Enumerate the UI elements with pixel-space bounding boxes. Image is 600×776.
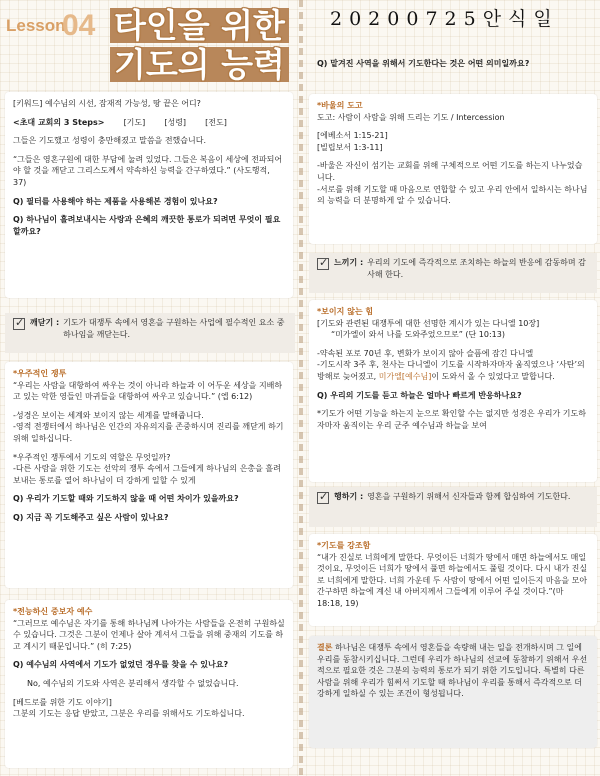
story-title: [베드로를 위한 기도 이야기] (13, 697, 112, 707)
steps-label: <초대 교회의 3 Steps> (13, 117, 105, 127)
question: Q) 우리가 기도할 때와 기도하지 않을 때 어떤 차이가 있을까요? (13, 494, 239, 504)
band-label: 느끼기 : (334, 258, 364, 267)
point-text: -기도시작 3주 후, 천사는 다니엘이 기도를 시작하자마자 움직였으나 ‘사탄’의 방해로 늦어졌고, (317, 360, 585, 381)
step-spirit: [성령] (164, 117, 187, 127)
question: Q) 우리의 기도를 듣고 하늘은 얼마나 빠르게 반응하나요? (317, 390, 522, 400)
role-question: *우주적인 쟁투에서 기도의 역할은 무엇일까? (13, 452, 171, 462)
band-text: 우리의 기도에 즉각적으로 조치하는 하늘의 반응에 감동하며 감사해 한다. (367, 258, 586, 279)
invisible-power-card (309, 300, 597, 482)
point-text: 이 도와서 올 수 있었다고 말합니다. (431, 371, 555, 381)
lesson-label: Lesson (6, 16, 66, 35)
section-title: *우주적인 쟁투 (13, 369, 67, 378)
steps-row (13, 117, 285, 129)
question: Q) 하나님이 흘려보내시는 사랑과 은혜의 깨끗한 통로가 되려면 무엇이 필요할까요? (13, 215, 281, 236)
question: Q) 지금 꼭 기도해주고 싶은 사람이 있나요? (13, 512, 169, 522)
title-line-2: 기도의 능력 (110, 47, 289, 82)
quote: “우리는 사람을 대항하여 싸우는 것이 아니라 하늘과 이 어두운 세상을 지배하고 있는 악한 영들인 마귀들을 대항하여 싸우고 있습니다.” (엡 6:12) (13, 380, 283, 402)
conclusion-card (309, 636, 597, 748)
feel-band (309, 253, 597, 293)
handwritten-date: 20200725안식일 (330, 8, 559, 30)
conclusion-text (317, 642, 589, 700)
quote: “그러므로 예수님은 자기를 통해 하나님께 나아가는 사람들을 온전히 구원하실 수 있습니다. 그것은 그분이 언제나 살아 계셔서 그들을 위해 중재의 기도를 하고 계시기 때문입니다.” (히 7:25) (13, 618, 285, 651)
step-evangelism: [전도] (205, 117, 227, 127)
top-question-card (309, 52, 597, 86)
act-band (309, 487, 597, 527)
section-title: *전능하신 중보자 예수 (13, 607, 93, 616)
scripture-ref: [빌립보서 1:3-11] (317, 142, 383, 152)
section-title: *보이지 않는 힘 (317, 307, 374, 316)
band-label: 행하기 : (334, 492, 364, 501)
intro-card (5, 92, 293, 298)
section-title: *기도를 강조함 (317, 541, 371, 550)
emphasis-card (309, 534, 597, 626)
highlight-text: 미가엘[예수님] (378, 371, 432, 381)
summary: 그들은 기도했고 성령이 충만해졌고 말씀을 전했습니다. (13, 136, 206, 146)
story-text: 그분의 기도는 응답 받았고, 그분은 우리를 위해서도 기도하십니다. (13, 709, 245, 719)
paul-card (309, 94, 597, 244)
checkbox-icon (317, 258, 329, 270)
checkbox-icon (13, 318, 25, 330)
quote: “내가 진실로 너희에게 말한다. 무엇이든 너희가 땅에서 매면 하늘에서도 매일 것이요, 무엇이든 너희가 땅에서 풀면 하늘에서도 풀릴 것이다. 다시 내가 진실로 너희에게 말한다. 너희 가운데 두 사람이 땅에서 어떤 일이든지 마음을 모아 간구하면 하늘에 계신 내 아버지께서 그들에게 이루어 주실 것이다.”(마 18:18, 19) (317, 552, 588, 608)
point (317, 359, 589, 382)
answer: No, 예수님의 기도와 사역은 분리해서 생각할 수 없었습니다. (27, 678, 239, 688)
lesson-number: 04 (62, 9, 96, 42)
mediator-card (5, 600, 293, 768)
answer: *기도가 어떤 기능을 하는지 눈으로 확인할 수는 없지만 성경은 우리가 기도하자마자 움직이는 우리 군주 예수님과 하늘을 보여 (317, 409, 586, 430)
question: Q) 맡겨진 사역을 위해서 기도한다는 것은 어떤 의미일까요? (317, 59, 530, 68)
conclusion-label: 결론 (317, 643, 333, 652)
quote: “그들은 영혼구원에 대한 부담에 눌려 있었다. 그들은 복음이 세상에 전파되어야 할 것을 깨닫고 그리스도께서 약속하신 능력을 간구하였다.” (사도행적, 37) (13, 154, 283, 187)
band-text: 기도가 대쟁투 속에서 영혼을 구원하는 사업에 필수적인 요소 중 하나임을 깨닫는다. (63, 318, 285, 339)
conclusion-body: 하나님은 대쟁투 속에서 영혼들을 속량해 내는 일을 전개하시며 그 일에 우리를 동참시키십니다. 그런데 우리가 하나님의 선교에 동참하기 위해서 우선적으로 필요한 것은 그분의 능력의 통로가 되기 위한 기도입니다. 특별히 다른 사람을 위해 우리가 힘써서 기도할 때 하나님이 우리를 통해서 즉각적으로 더 강하게 일하실 수 있는 조건이 형성됩니다. (317, 643, 588, 699)
role-answer: -다른 사람을 위한 기도는 선악의 쟁투 속에서 그들에게 하나님의 은총을 흘려보내는 통로를 열어 하나님이 더 강하게 일할 수 있게 (13, 464, 281, 485)
point: -약속된 포로 70년 후, 변화가 보이지 않아 슬픔에 잠긴 다니엘 (317, 348, 534, 358)
scripture-quote: “미가엘이 와서 나를 도와주었으므로” (단 10:13) (331, 330, 505, 340)
point: -성경은 보이는 세계와 보이지 않는 세계를 말해줍니다. (13, 410, 204, 420)
point: -영적 전쟁터에서 하나님은 인간의 자유의지를 존중하시며 진리를 깨닫게 하기 위해 일하십니다. (13, 422, 284, 443)
band-label: 깨닫기 : (30, 318, 60, 327)
point: -바울은 자신이 섬기는 교회를 위해 구체적으로 어떤 기도를 하는지 나누었습니다. (317, 161, 583, 182)
question: Q) 예수님의 사역에서 기도가 없었던 경우를 찾을 수 있나요? (13, 660, 229, 670)
scripture-ref: [에베소서 1:15-21] (317, 131, 388, 141)
point: -서로를 위해 기도할 때 마음으로 연합할 수 있고 우리 안에서 일하시는 하나님의 능력을 더 분명하게 알 수 있습니다. (317, 184, 588, 206)
band-text: 영혼을 구원하기 위해서 신자들과 함께 합심하여 기도한다. (367, 492, 571, 501)
checkbox-icon (317, 492, 329, 504)
title-line-1: 타인을 위한 (110, 8, 289, 43)
subtitle: 도고: 사람이 사람을 위해 드리는 기도 / Intercession (317, 112, 505, 122)
cosmic-card (5, 362, 293, 588)
realize-band (5, 313, 295, 353)
keywords: [키워드] 예수님의 시선, 잠재적 가능성, 땅 끝은 어디? (13, 99, 201, 108)
question: Q) 필터를 사용해야 하는 제품을 사용해본 경험이 있나요? (13, 196, 218, 206)
section-title: *바울의 도고 (317, 101, 363, 110)
scripture-line: [기도와 관련된 대쟁투에 대한 선명한 계시가 있는 다니엘 10장] (317, 318, 540, 328)
column-divider (299, 0, 303, 776)
step-prayer: [기도] (123, 117, 146, 127)
